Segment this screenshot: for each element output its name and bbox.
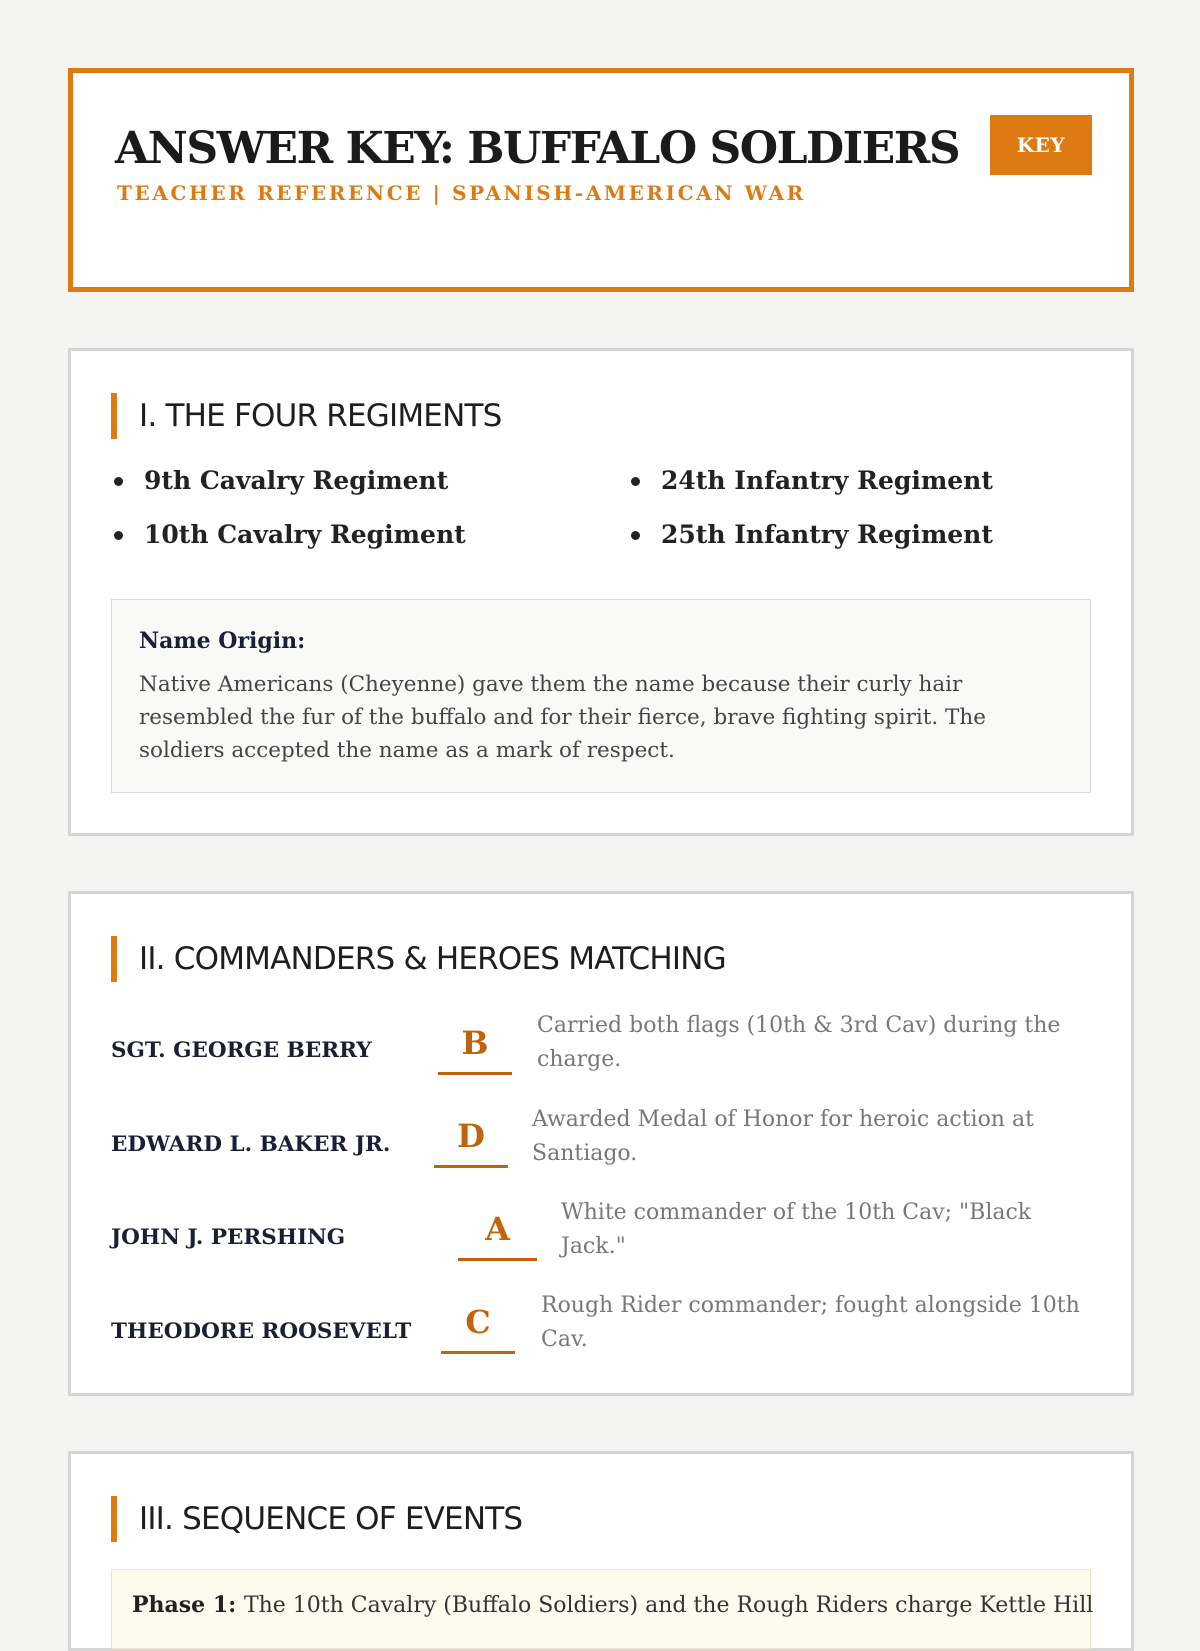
regiment-name: 9th Cavalry Regiment	[144, 466, 449, 495]
list-item	[111, 521, 628, 549]
matching-row	[71, 1289, 1131, 1369]
regiment-name: 24th Infantry Regiment	[661, 466, 993, 495]
name-origin-text: Native Americans (Cheyenne) gave them the name because their curly hair resembled the fur of the buffalo and for their fierce, brave fighting spirit. The soldiers accepted the name as a mark of respect.	[139, 672, 986, 763]
bullet-icon	[631, 531, 640, 540]
matching-row	[71, 1009, 1131, 1089]
section-matching	[68, 891, 1134, 1396]
section-regiments	[68, 348, 1134, 836]
person-name: SGT. GEORGE BERRY	[111, 1038, 372, 1063]
matching-row	[71, 1103, 1131, 1183]
match-description: Carried both flags (10th & 3rd Cav) during the charge.	[537, 1013, 1061, 1072]
bullet-icon	[114, 477, 123, 486]
section-title: III. SEQUENCE OF EVENTS	[111, 1496, 522, 1542]
regiment-name: 10th Cavalry Regiment	[144, 520, 466, 549]
section-title: II. COMMANDERS & HEROES MATCHING	[111, 936, 726, 982]
answer-blank: B	[438, 1023, 512, 1075]
answer-blank: C	[441, 1302, 515, 1354]
name-origin-label: Name Origin:	[139, 628, 306, 654]
key-badge: KEY	[990, 115, 1092, 175]
match-description: Awarded Medal of Honor for heroic action at Santiago.	[532, 1107, 1034, 1166]
answer-blank: D	[434, 1116, 508, 1168]
list-item	[628, 521, 1108, 549]
bullet-icon	[631, 477, 640, 486]
phase-label: Phase 1:	[132, 1592, 244, 1618]
person-name: THEODORE ROOSEVELT	[111, 1319, 412, 1344]
matching-row	[71, 1196, 1131, 1276]
list-item	[628, 467, 1108, 495]
phase-text: The 10th Cavalry (Buffalo Soldiers) and the Rough Riders charge Kettle Hill	[243, 1593, 1094, 1618]
name-origin-box	[111, 599, 1091, 793]
regiment-list	[111, 467, 1111, 549]
header-card	[68, 68, 1134, 292]
match-description: Rough Rider commander; fought alongside 10th Cav.	[541, 1293, 1080, 1352]
answer-blank: A	[458, 1209, 537, 1261]
bullet-icon	[114, 531, 123, 540]
phase-item	[111, 1569, 1094, 1649]
list-item	[111, 467, 628, 495]
person-name: JOHN J. PERSHING	[111, 1225, 346, 1250]
section-title: I. THE FOUR REGIMENTS	[111, 393, 501, 439]
regiment-name: 25th Infantry Regiment	[661, 520, 993, 549]
page-subtitle: TEACHER REFERENCE | SPANISH-AMERICAN WAR	[117, 181, 806, 205]
section-sequence	[68, 1451, 1134, 1651]
match-description: White commander of the 10th Cav; "Black Jack."	[561, 1200, 1032, 1259]
page-title: ANSWER KEY: BUFFALO SOLDIERS	[115, 123, 960, 174]
person-name: EDWARD L. BAKER JR.	[111, 1132, 391, 1157]
